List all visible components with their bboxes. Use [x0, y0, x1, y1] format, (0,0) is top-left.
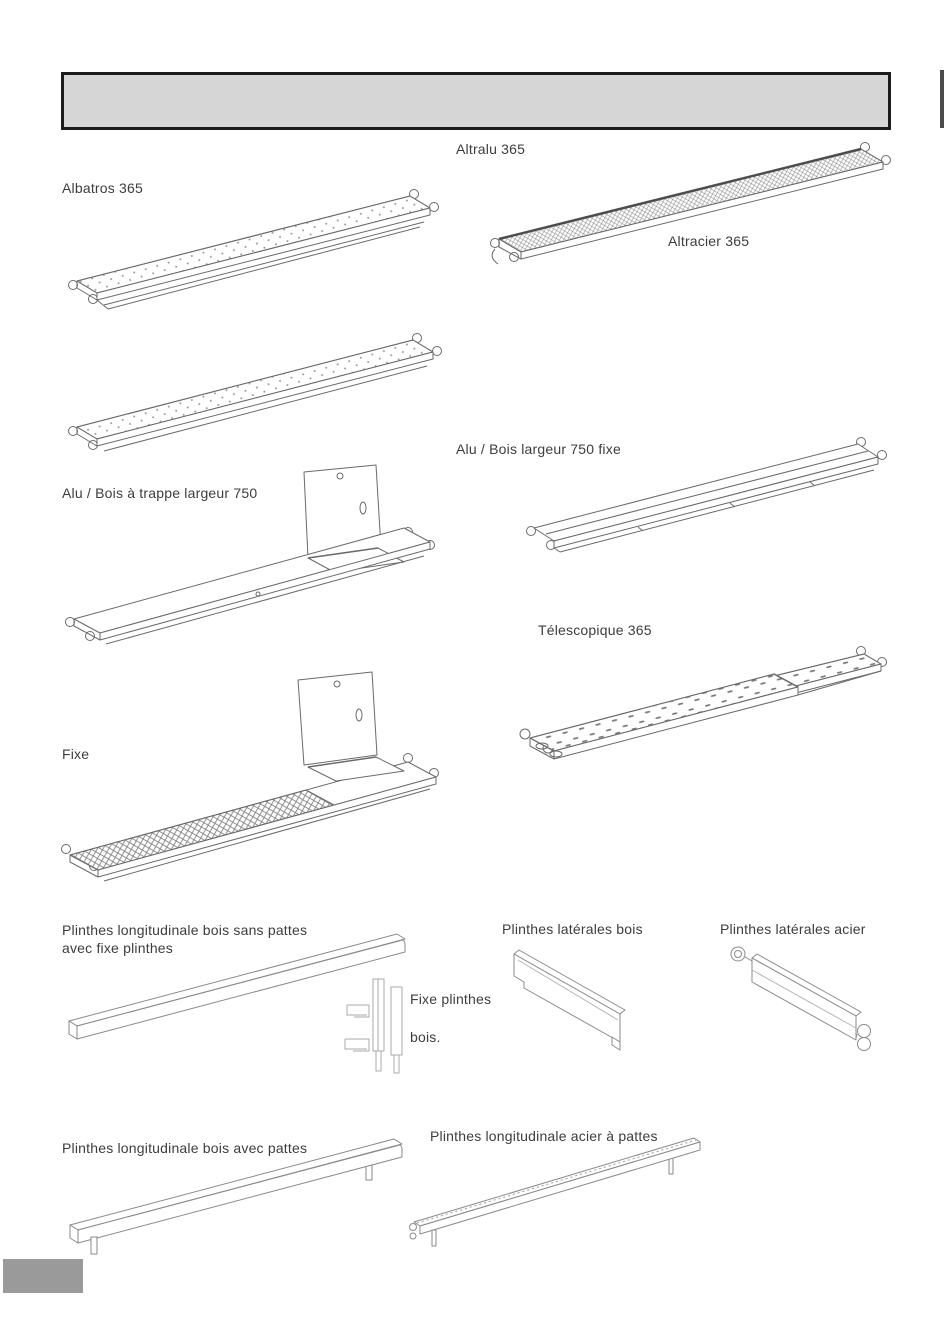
drawing-albatros-365	[62, 184, 447, 320]
label-plinthes-lat-acier: Plinthes latérales acier	[720, 921, 866, 937]
label-fixe-plinthes-line2: bois.	[410, 1029, 441, 1045]
drawing-fixe	[56, 663, 454, 893]
drawing-plinthe-long-acier-a-pattes	[408, 1130, 708, 1248]
label-altracier: Altracier 365	[668, 233, 750, 249]
label-plinthes-long-bois-avec: Plinthes longitudinale bois avec pattes	[62, 1140, 308, 1156]
drawing-alu-bois-fixe	[518, 431, 893, 573]
drawing-plinthe-long-bois-avec-pattes	[64, 1124, 409, 1254]
header-bar	[61, 72, 891, 130]
page-edge-tab	[940, 70, 944, 128]
drawing-altracier-365	[483, 139, 893, 289]
drawing-plinthe-laterale-bois	[508, 938, 640, 1052]
label-plinthes-lat-bois: Plinthes latérales bois	[502, 921, 643, 937]
label-fixe: Fixe	[62, 746, 90, 762]
drawing-plinthe-laterale-acier	[722, 938, 877, 1060]
label-fixe-plinthes-line1: Fixe plinthes	[410, 991, 492, 1007]
label-alu-bois-trappe: Alu / Bois à trappe largeur 750	[62, 485, 258, 501]
label-telescopique: Télescopique 365	[538, 622, 652, 638]
drawing-altralu-365	[62, 328, 450, 466]
label-alu-bois-fixe: Alu / Bois largeur 750 fixe	[456, 441, 621, 457]
label-albatros: Albatros 365	[62, 180, 144, 196]
label-plinthes-long-bois-sans-line1: Plinthes longitudinale bois sans pattes	[62, 922, 308, 938]
label-plinthes-long-bois-sans-line2: avec fixe plinthes	[62, 940, 173, 956]
label-plinthes-long-acier: Plinthes longitudinale acier à pattes	[430, 1128, 658, 1144]
drawing-alu-bois-trappe	[58, 464, 450, 662]
page-number-block	[3, 1259, 83, 1293]
drawing-fixe-plinthes-bois	[333, 975, 411, 1075]
label-altralu: Altralu 365	[456, 141, 526, 157]
drawing-telescopique-365	[512, 643, 892, 781]
